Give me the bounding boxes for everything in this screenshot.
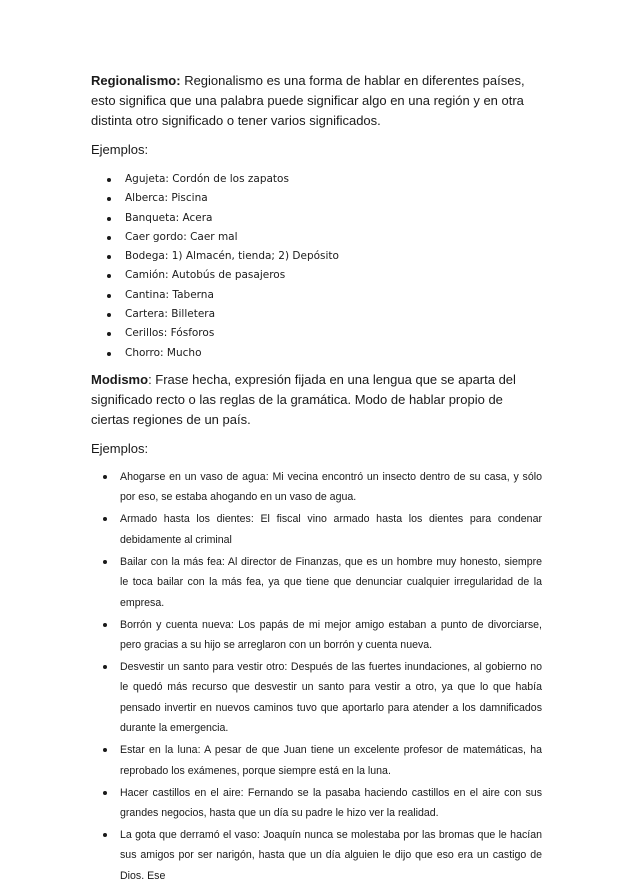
regionalismo-definition: Regionalismo es una forma de hablar en diferentes países, esto significa que una palabra puede significar algo en una región y en otra distinta otro significado o tener varios significados. — [91, 73, 525, 128]
regionalismo-paragraph — [91, 71, 542, 131]
regionalismo-examples-list — [91, 170, 542, 363]
list-item: Chorro: Mucho — [91, 344, 542, 363]
list-item: Desvestir un santo para vestir otro: Después de las fuertes inundaciones, al gobierno no le quedó más recurso que desvestir un santo para vestir a otro, ya que lo que había pensado invertir en nuevos caminos tuvo que aportarlo para atender a los damnificados durante la emergencia. — [91, 657, 542, 739]
list-item: Estar en la luna: A pesar de que Juan tiene un excelente profesor de matemáticas, ha reprobado los exámenes, porque siempre está en la luna. — [91, 740, 542, 781]
list-item: Bailar con la más fea: Al director de Finanzas, que es un hombre muy honesto, siempre le toca bailar con la más fea, ya que tiene que denunciar cualquier irregularidad de la empresa. — [91, 552, 542, 613]
regionalismo-term: Regionalismo: — [91, 73, 181, 88]
ejemplos-heading-1: Ejemplos: — [91, 142, 149, 157]
list-item: Bodega: 1) Almacén, tienda; 2) Depósito — [91, 247, 542, 266]
ejemplos-heading-2: Ejemplos: — [91, 440, 149, 456]
list-item: Cerillos: Fósforos — [91, 324, 542, 343]
list-item: Camión: Autobús de pasajeros — [91, 266, 542, 285]
list-item: Caer gordo: Caer mal — [91, 228, 542, 247]
list-item: Banqueta: Acera — [91, 209, 542, 228]
modismo-paragraph — [91, 370, 542, 430]
list-item: La gota que derramó el vaso: Joaquín nunca se molestaba por las bromas que le hacían sus amigos por ser narigón, hasta que un día alguien le dijo que eso era un castigo de Dios. Ese — [91, 825, 542, 886]
list-item: Ahogarse en un vaso de agua: Mi vecina encontró un insecto dentro de su casa, y sólo por eso, se estaba ahogando en un vaso de agua. — [91, 467, 542, 508]
list-item: Armado hasta los dientes: El fiscal vino armado hasta los dientes para condenar debidamente al criminal — [91, 509, 542, 550]
list-item: Alberca: Piscina — [91, 189, 542, 208]
list-item: Agujeta: Cordón de los zapatos — [91, 170, 542, 189]
list-item: Hacer castillos en el aire: Fernando se la pasaba haciendo castillos en el aire con sus grandes negocios, hasta que un día su padre le hizo ver la realidad. — [91, 783, 542, 824]
modismo-examples-list — [91, 467, 542, 886]
list-item: Cartera: Billetera — [91, 305, 542, 324]
list-item: Borrón y cuenta nueva: Los papás de mi mejor amigo estaban a punto de divorciarse, pero gracias a su hijo se arreglaron con un borrón y cuenta nueva. — [91, 615, 542, 656]
modismo-definition: : Frase hecha, expresión fijada en una lengua que se aparta del significado recto o las reglas de la gramática. Modo de hablar propio de ciertas regiones de un país. — [91, 371, 516, 427]
list-item: Cantina: Taberna — [91, 286, 542, 305]
modismo-term: Modismo — [91, 371, 149, 387]
